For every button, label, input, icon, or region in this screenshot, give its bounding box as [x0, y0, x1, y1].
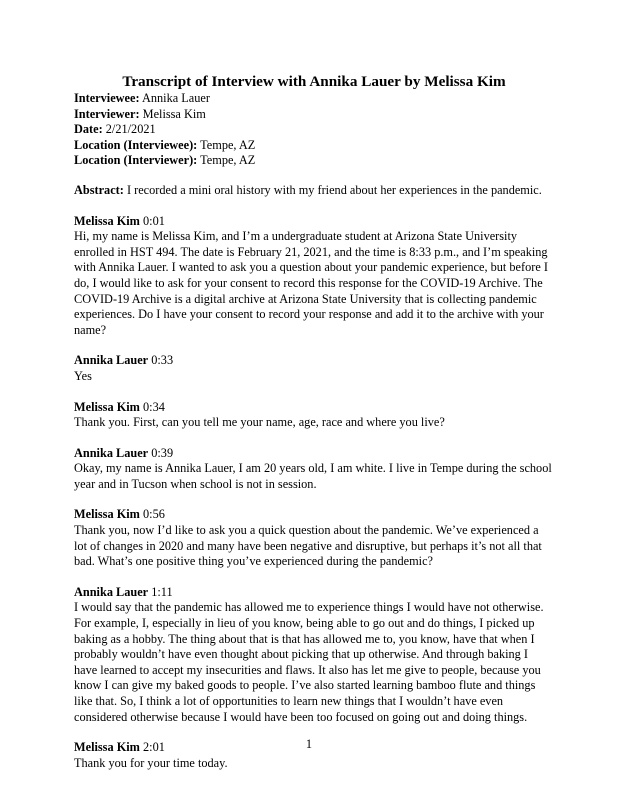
timestamp: 0:39 [151, 445, 174, 460]
metadata-block [74, 91, 554, 169]
speech-text: Okay, my name is Annika Lauer, I am 20 years old, I am white. I live in Tempe during the school year and in Tucson when school is not in session. [74, 461, 552, 491]
metadata-interviewee [74, 91, 554, 107]
timestamp: 2:01 [143, 740, 165, 755]
speech-text: Thank you. First, can you tell me your name, age, race and where you live? [74, 415, 445, 430]
metadata-value: Tempe, AZ [200, 137, 256, 152]
speaker-line [74, 507, 554, 523]
timestamp: 0:33 [151, 353, 174, 368]
transcript-turn [74, 353, 554, 384]
metadata-date [74, 122, 554, 138]
speaker-name: Annika Lauer [74, 584, 149, 599]
speaker-line [74, 400, 554, 416]
speaker-line [74, 214, 554, 230]
metadata-location-interviewer [74, 153, 554, 169]
speaker-line [74, 585, 554, 601]
metadata-value: Melissa Kim [142, 106, 206, 121]
document-title: Transcript of Interview with Annika Lauer by Melissa Kim [122, 73, 506, 90]
transcript-turn [74, 400, 554, 431]
metadata-label: Location (Interviewer): [74, 153, 198, 168]
metadata-interviewer [74, 107, 554, 123]
speaker-line [74, 353, 554, 369]
metadata-label: Interviewee: [74, 91, 140, 105]
speaker-name: Annika Lauer [74, 353, 149, 368]
speech-text: Thank you for your time today. [74, 755, 228, 770]
transcript-turn [74, 446, 554, 493]
abstract-label: Abstract: [74, 182, 124, 197]
speech-text: I would say that the pandemic has allowed me to experience things I would have not otherwise. For example, I, especially in lieu of you know, being able to go out and do things, I picked up baking as a hobby. The thing about that is that has allowed me to, you know, have that when I probably wouldn’t have even thought about picking that up otherwise. And through baking I have learned to accept my insecurities and flaws. It also has let me give to people, because you know I can give my baked goods to people. I’ve also started learning bamboo flute and things like that. So, I think a lot of opportunities to learn new things that I wouldn’t have even considered otherwise because I would have been too focused on going out and doing things. [74, 600, 544, 724]
speaker-name: Melissa Kim [74, 507, 140, 522]
transcript-turn [74, 214, 554, 339]
speaker-name: Melissa Kim [74, 213, 140, 228]
timestamp: 0:34 [143, 399, 165, 414]
metadata-location-interviewee [74, 138, 554, 154]
transcript-turn [74, 585, 554, 725]
metadata-label: Date: [74, 122, 103, 137]
timestamp: 0:56 [143, 507, 165, 522]
speaker-name: Melissa Kim [74, 740, 140, 755]
timestamp: 0:01 [143, 213, 165, 228]
transcript-page [74, 73, 554, 771]
metadata-value: 2/21/2021 [105, 122, 156, 137]
timestamp: 1:11 [151, 584, 173, 599]
abstract-text: I recorded a mini oral history with my friend about her experiences in the pandemic. [126, 182, 542, 197]
metadata-value: Annika Lauer [141, 91, 210, 105]
speaker-name: Melissa Kim [74, 399, 140, 414]
metadata-value: Tempe, AZ [200, 153, 256, 168]
metadata-label: Location (Interviewee): [74, 137, 198, 152]
speech-text: Yes [74, 368, 92, 383]
speaker-name: Annika Lauer [74, 445, 149, 460]
speech-text: Thank you, now I’d like to ask you a quick question about the pandemic. We’ve experienced a lot of changes in 2020 and many have been negative and disruptive, but perhaps it’s not all that bad. What’s one positive thing you’ve experienced during the pandemic? [74, 523, 542, 569]
metadata-label: Interviewer: [74, 106, 140, 121]
abstract [74, 183, 554, 199]
page-number: 1 [305, 737, 313, 751]
transcript-turn [74, 507, 554, 569]
speaker-line [74, 446, 554, 462]
speech-text: Hi, my name is Melissa Kim, and I’m a undergraduate student at Arizona State University enrolled in HST 494. The date is February 21, 2021, and the time is 8:33 p.m., and I’m speaking with Annika Lauer. I wanted to ask you a question about your pandemic experience, but before I do, I would like to ask for your consent to record this response for the COVID-19 Archive. The COVID-19 Archive is a digital archive at Arizona State University that is collecting pandemic experiences. Do I have your consent to record your response and add it to the archive with your name? [74, 229, 548, 337]
